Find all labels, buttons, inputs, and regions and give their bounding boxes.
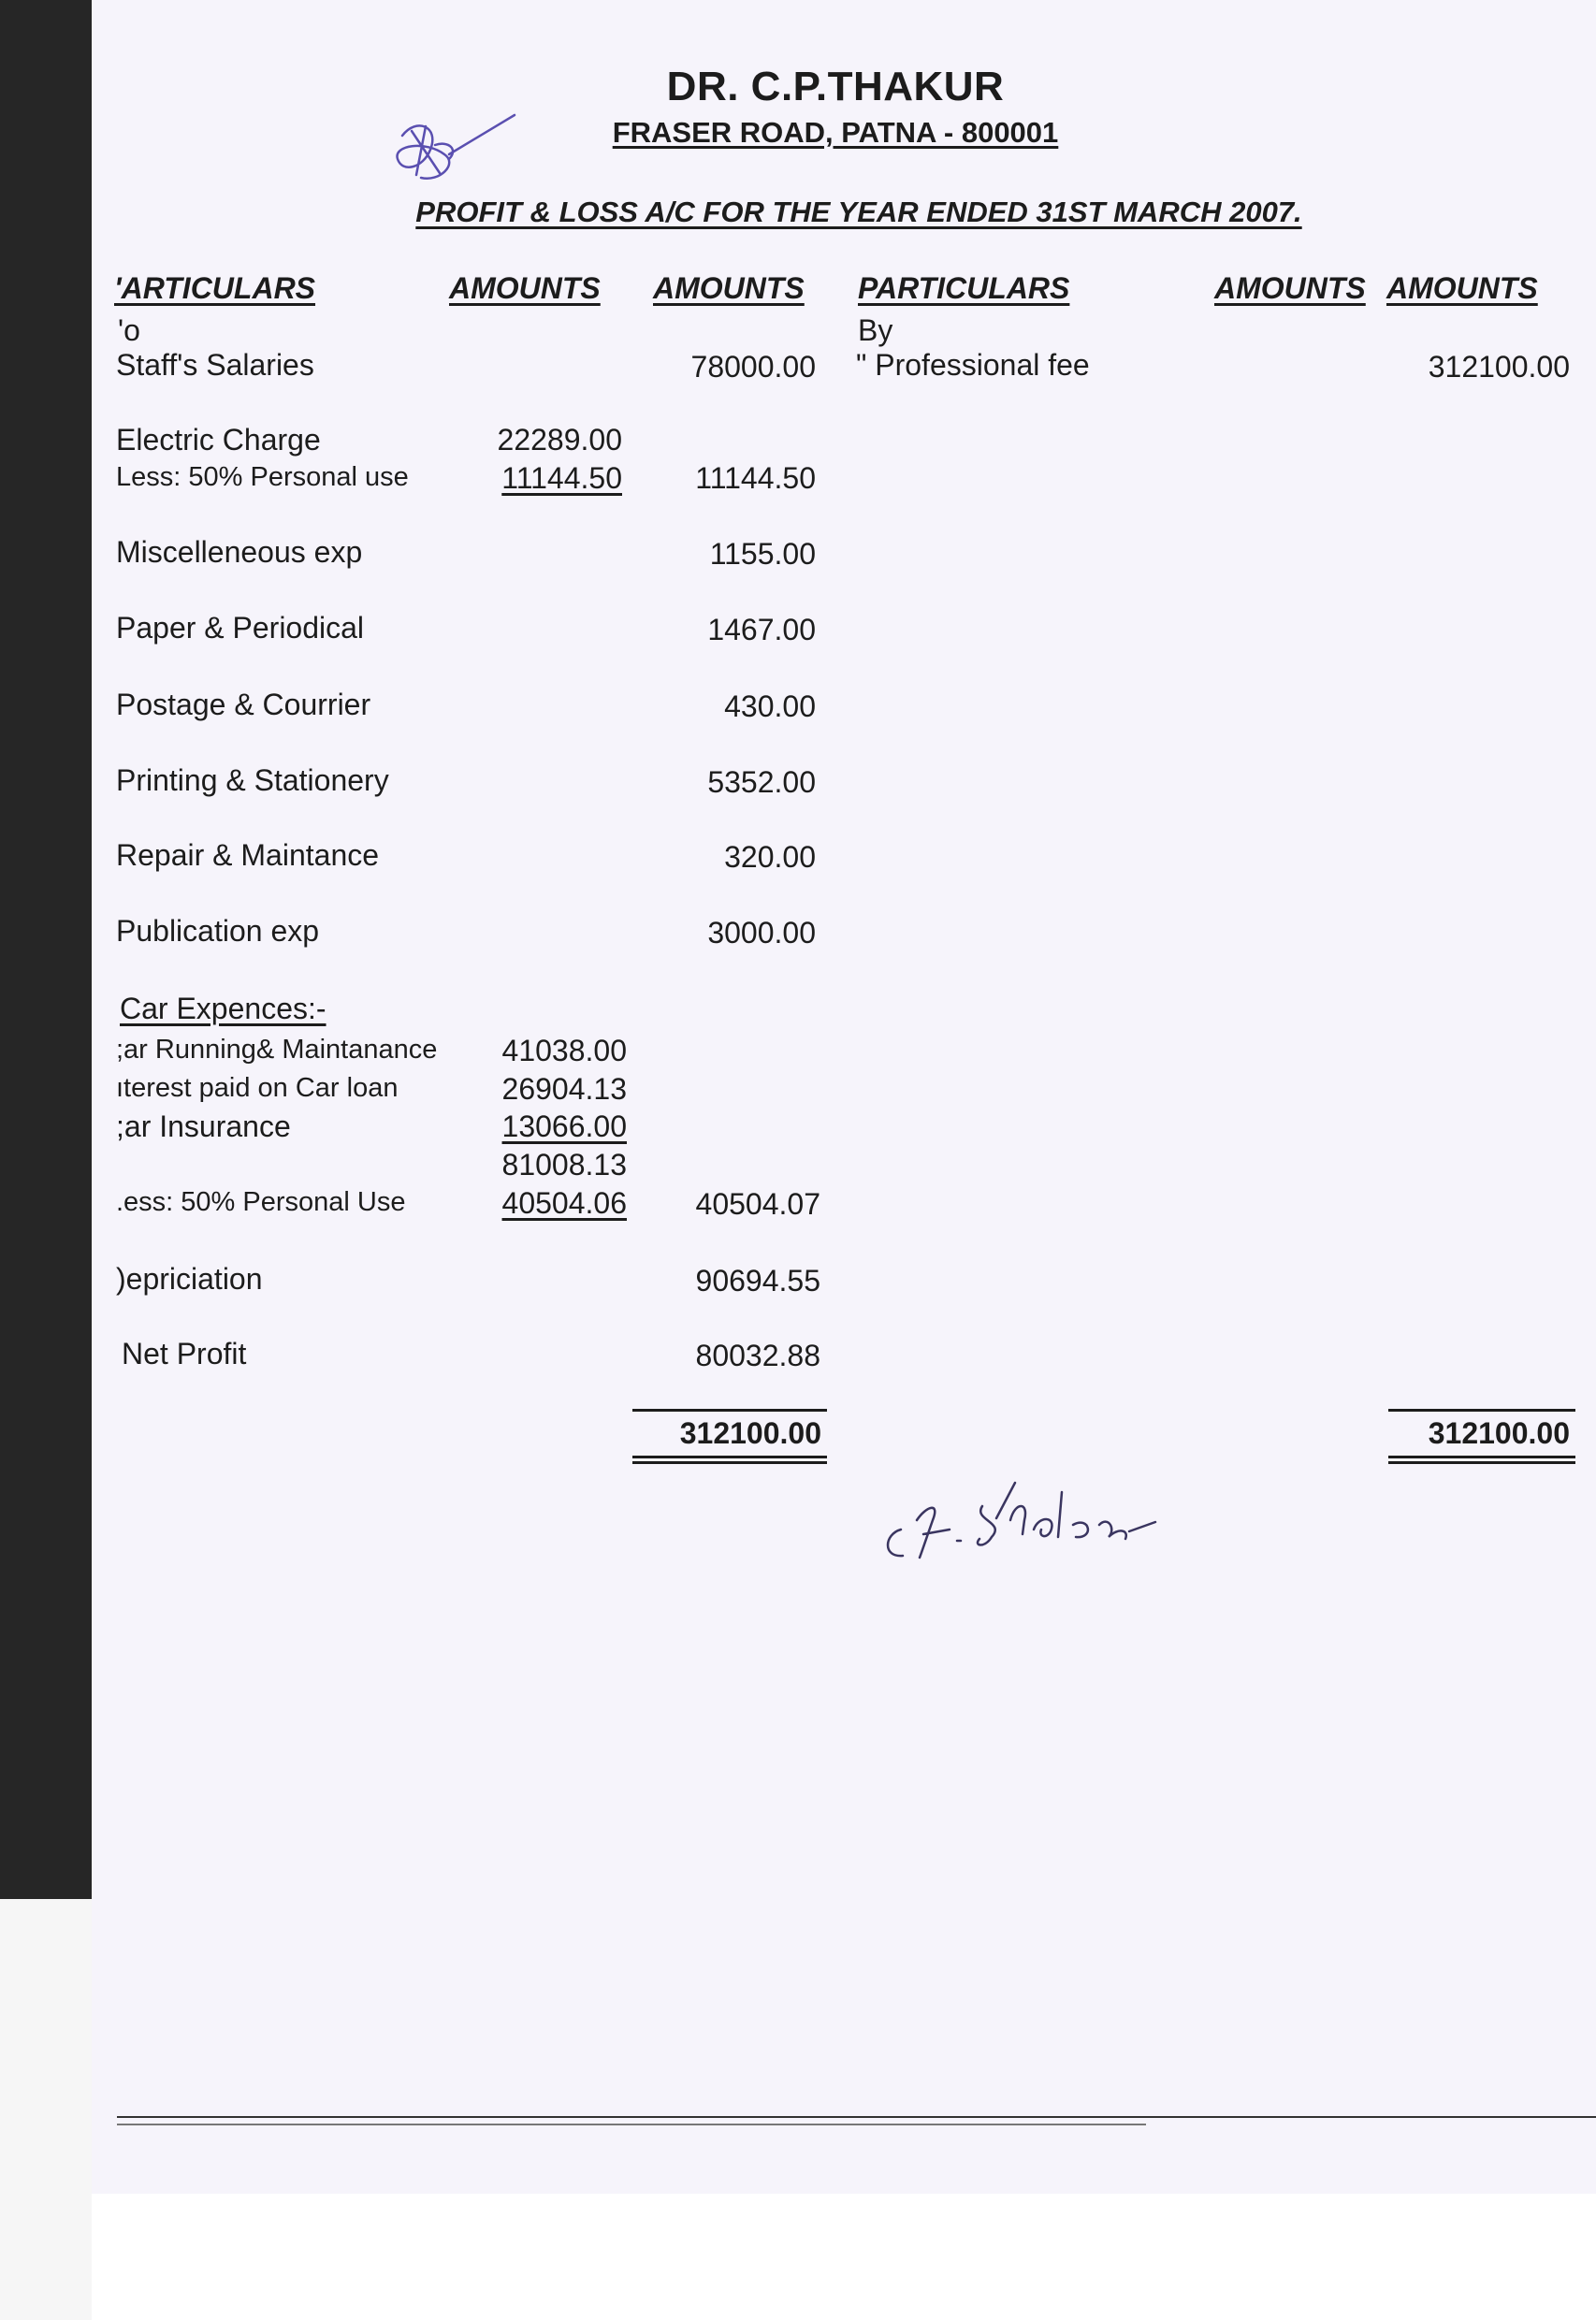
- bottom-rule-faint: [117, 2124, 1146, 2125]
- right-total-rule-bottom-1: [1388, 1456, 1575, 1458]
- car-subtotal: 81008.13: [501, 1148, 627, 1182]
- repair-maintenance-label: Repair & Maintance: [116, 838, 380, 872]
- right-total: 312100.00: [1428, 1416, 1570, 1450]
- staff-salaries-label: Staff's Salaries: [116, 348, 314, 382]
- printing-stationery-label: Printing & Stationery: [116, 763, 389, 797]
- left-total-rule-top: [632, 1409, 827, 1412]
- right-particulars-heading: PARTICULARS: [858, 271, 1070, 305]
- net-profit-label: Net Profit: [122, 1337, 247, 1370]
- car-insurance-sub: 13066.00: [501, 1109, 627, 1143]
- initials-signature: [374, 108, 533, 192]
- left-total: 312100.00: [679, 1416, 821, 1450]
- bottom-rule: [117, 2116, 1596, 2118]
- miscellaneous-label: Miscelleneous exp: [116, 535, 363, 569]
- car-interest-label: ıterest paid on Car loan: [116, 1073, 399, 1103]
- car-net-amount: 40504.07: [695, 1187, 820, 1221]
- postage-courier-amount: 430.00: [724, 689, 816, 723]
- left-amounts-heading-1: AMOUNTS: [449, 271, 601, 305]
- left-total-rule-bottom-1: [632, 1456, 827, 1458]
- net-profit-amount: 80032.88: [695, 1339, 820, 1372]
- left-amounts-heading-2: AMOUNTS: [653, 271, 805, 305]
- doctor-address: FRASER ROAD, PATNA - 800001: [612, 116, 1059, 149]
- depreciation-amount: 90694.55: [695, 1264, 820, 1298]
- car-running-label: ;ar Running& Maintanance: [116, 1035, 438, 1065]
- scan-edge-light: [0, 1899, 92, 2320]
- professional-fee-amount: 312100.00: [1428, 350, 1570, 384]
- car-running-sub: 41038.00: [501, 1034, 627, 1067]
- electric-personal-label: Less: 50% Personal use: [116, 462, 409, 492]
- car-personal-sub: 40504.06: [501, 1186, 627, 1220]
- statement-title: PROFIT & LOSS A/C FOR THE YEAR ENDED 31ST MARCH 2007.: [415, 196, 1302, 228]
- electric-charge-label: Electric Charge: [116, 423, 321, 457]
- electric-charge-sub: 22289.00: [497, 423, 622, 457]
- by-label: By: [858, 313, 893, 347]
- paper-periodical-amount: 1467.00: [707, 613, 816, 646]
- right-total-rule-top: [1388, 1409, 1575, 1412]
- postage-courier-label: Postage & Courrier: [116, 688, 371, 721]
- car-personal-label: .ess: 50% Personal Use: [116, 1187, 406, 1217]
- right-amounts-heading-1: AMOUNTS: [1214, 271, 1366, 305]
- car-interest-sub: 26904.13: [501, 1072, 627, 1106]
- car-insurance-label: ;ar Insurance: [116, 1109, 291, 1143]
- miscellaneous-amount: 1155.00: [709, 537, 816, 571]
- car-expenses-heading: Car Expences:-: [120, 992, 326, 1025]
- professional-fee-label: " Professional fee: [856, 348, 1090, 382]
- right-total-rule-bottom-2: [1388, 1461, 1575, 1464]
- electric-personal-sub: 11144.50: [501, 461, 622, 495]
- printing-stationery-amount: 5352.00: [707, 765, 816, 799]
- right-amounts-heading-2: AMOUNTS: [1386, 271, 1538, 305]
- to-label: 'o: [118, 313, 140, 347]
- handwritten-signature: [875, 1464, 1230, 1567]
- electric-net-amount: 11144.50: [695, 461, 816, 495]
- depreciation-label: )epriciation: [116, 1262, 263, 1296]
- staff-salaries-amount: 78000.00: [690, 350, 816, 384]
- publication-amount: 3000.00: [707, 916, 816, 950]
- doctor-name: DR. C.P.THAKUR: [666, 64, 1005, 109]
- scan-edge-dark: [0, 0, 92, 1899]
- left-total-rule-bottom-2: [632, 1461, 827, 1464]
- paper-periodical-label: Paper & Periodical: [116, 611, 365, 645]
- publication-label: Publication exp: [116, 914, 320, 948]
- left-particulars-heading: 'ARTICULARS: [114, 271, 316, 305]
- repair-maintenance-amount: 320.00: [724, 840, 816, 874]
